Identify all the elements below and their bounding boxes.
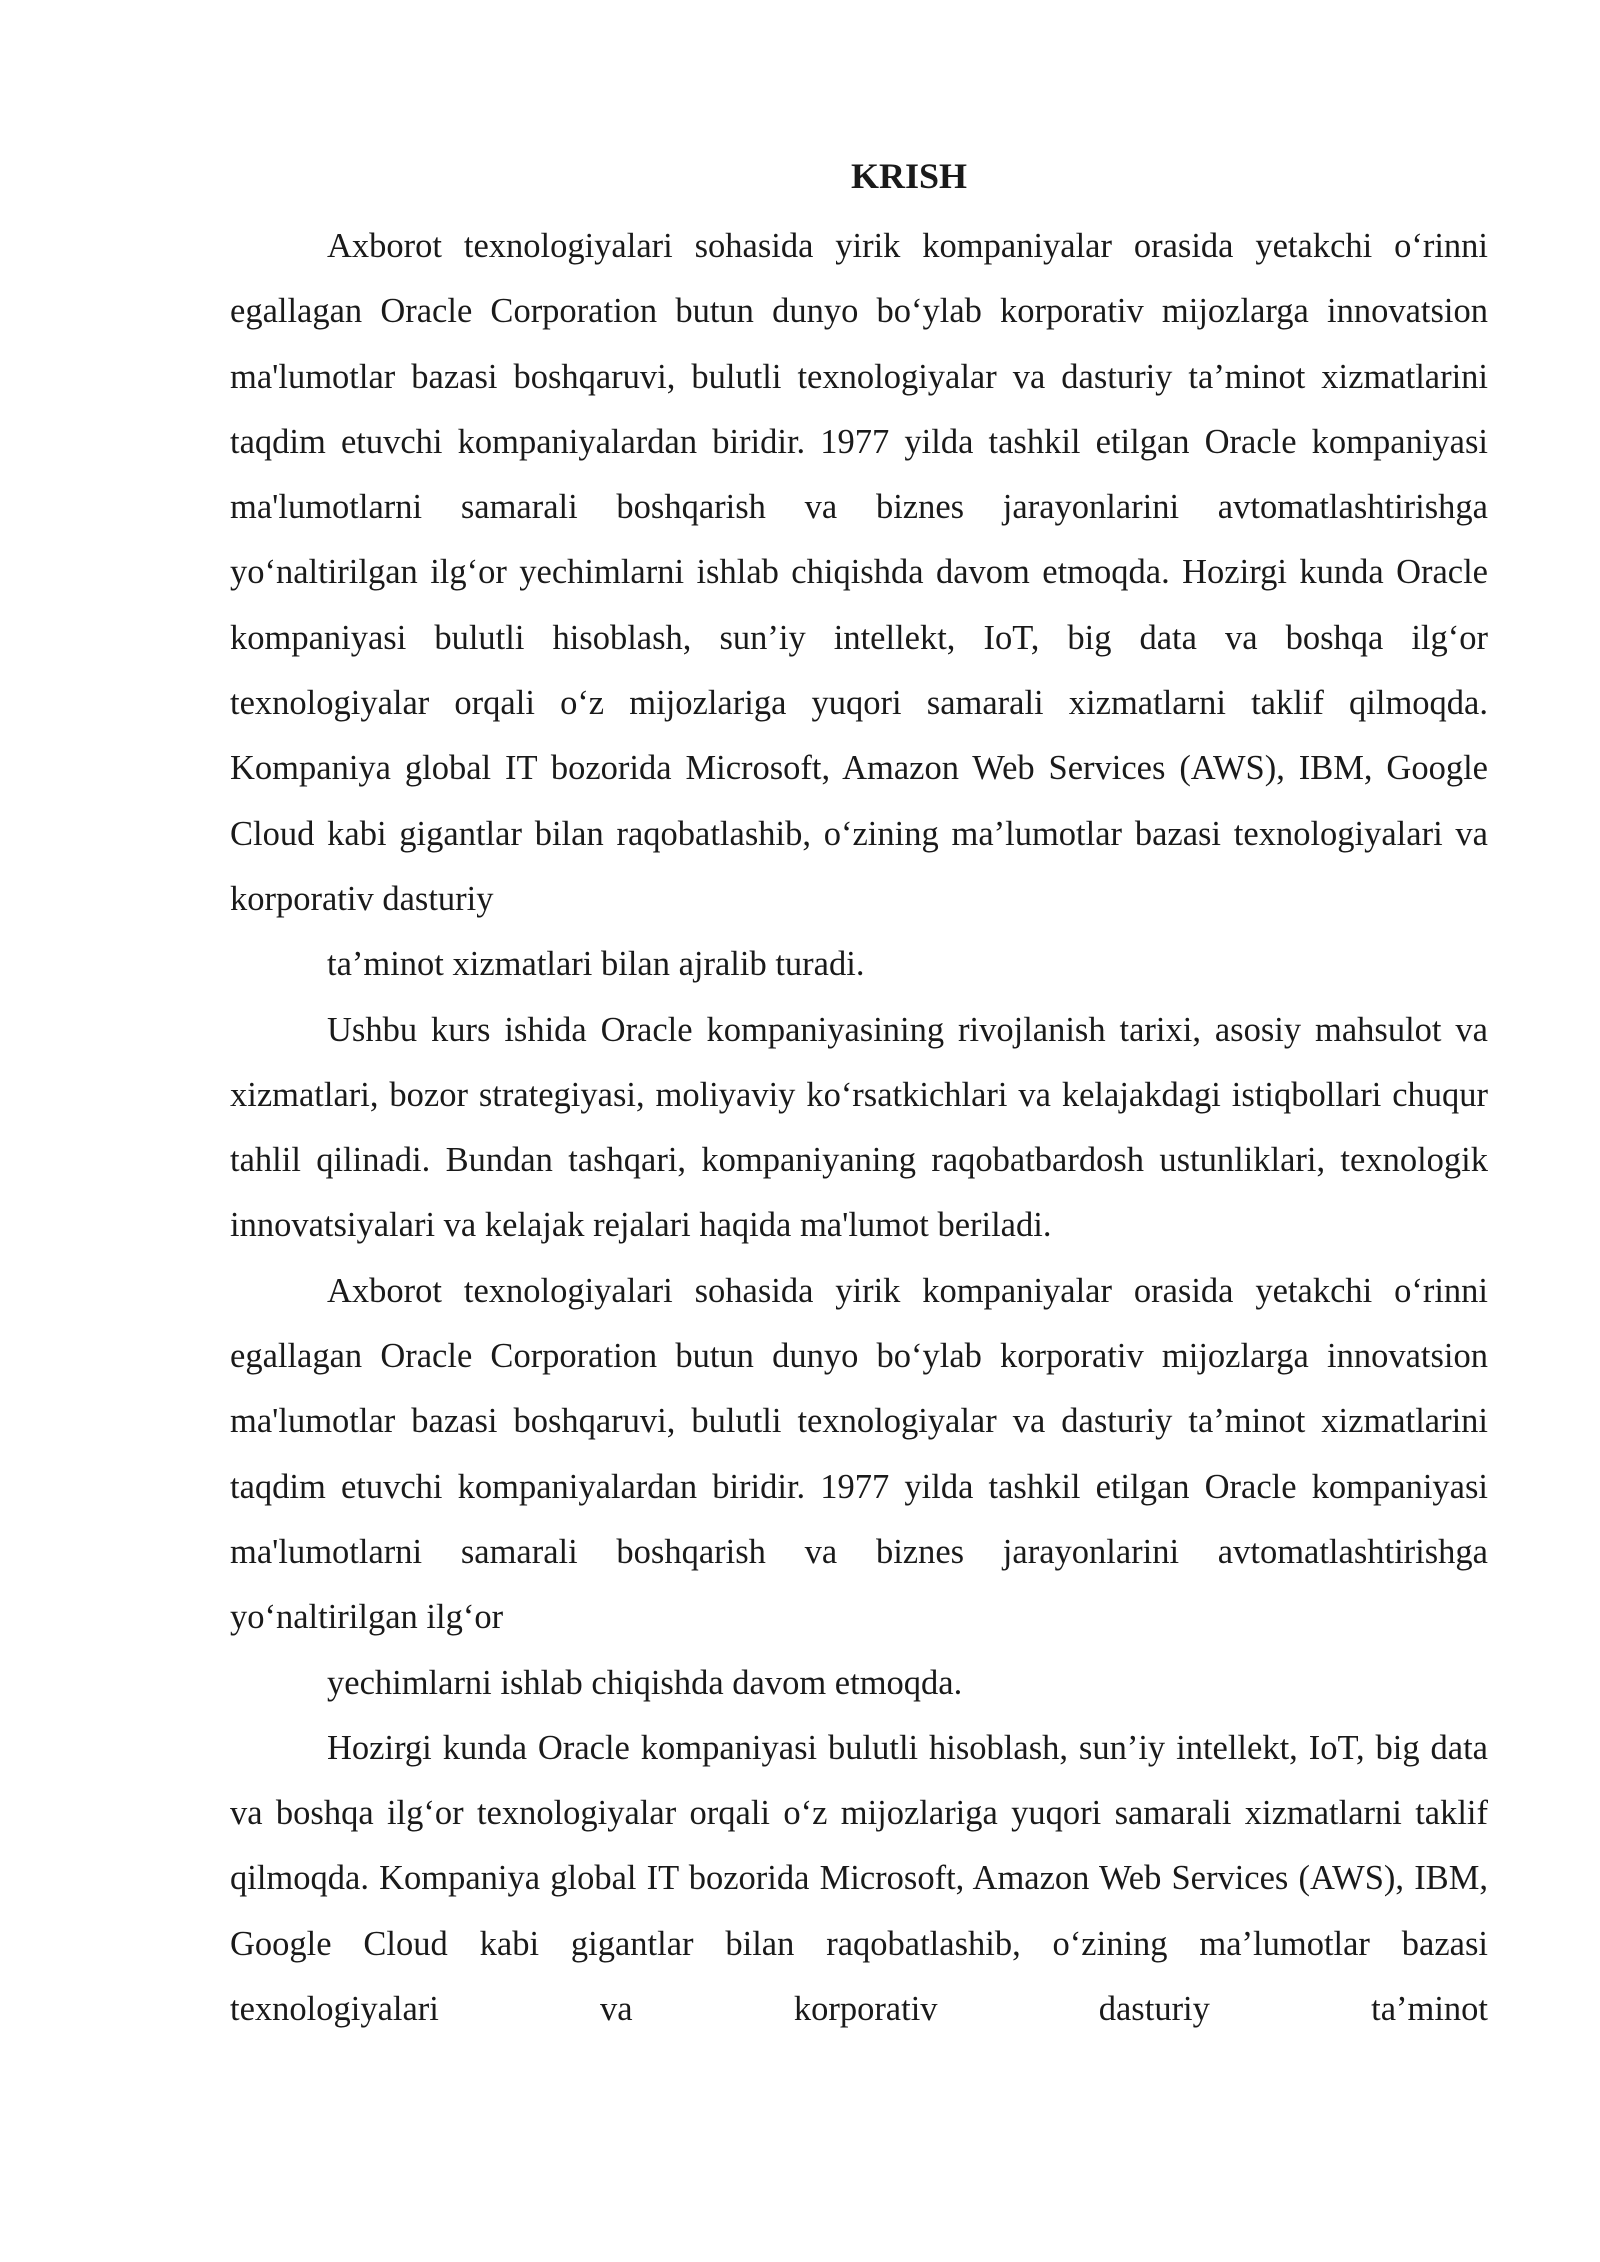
paragraph-intro: Axborot texnologiyalari sohasida yirik kompaniyalar orasida yetakchi o‘rinni egallagan Oracle Corporation butun dunyo bo‘ylab korporativ mijozlarga innovatsion ma'lumotlar bazasi boshqaruvi, bulutli texnologiyalar va dasturiy ta’minot xizmatlarini taqdim etuvchi kompaniyalardan biridir. 1977 yilda tashkil etilgan Oracle kompaniyasi ma'lumotlarni samarali boshqarish va biznes jarayonlarini avtomatlashtirishga yo‘naltirilgan ilg‘or yechimlarni ishlab chiqishda davom etmoqda. Hozirgi kunda Oracle kompaniyasi bulutli hisoblash, sun’iy intellekt, IoT, big data va boshqa ilg‘or texnologiyalar orqali o‘z mijozlariga yuqori samarali xizmatlarni taklif qilmoqda. Kompaniya global IT bozorida Microsoft, Amazon Web Services (AWS), IBM, Google Cloud kabi gigantlar bilan raqobatlashib, o‘zining ma’lumotlar bazasi texnologiyalari va korporativ dasturiy <box>230 227 1488 918</box>
paragraph-course-scope: Ushbu kurs ishida Oracle kompaniyasining rivojlanish tarixi, asosiy mahsulot va xizmatlari, bozor strategiyasi, moliyaviy ko‘rsatkichlari va kelajakdagi istiqbollari chuqur tahlil qilinadi. Bundan tashqari, kompaniyaning raqobatbardosh ustunliklari, texnologik innovatsiyalari va kelajak rejalari haqida ma'lumot beriladi. <box>230 1010 1488 1245</box>
paragraph-current-state: Hozirgi kunda Oracle kompaniyasi bulutli hisoblash, sun’iy intellekt, IoT, big data va boshqa ilg‘or texnologiyalar orqali o‘z mijozlariga yuqori samarali xizmatlarni taklif qilmoqda. Kompaniya global IT bozorida Microsoft, Amazon Web Services (AWS), IBM, Google Cloud kabi gigantlar bilan raqobatlashib, o‘zining ma’lumotlar bazasi texnologiyalari va korporativ dasturiy ta’minot <box>230 1728 1488 2029</box>
paragraph-intro-repeat-continuation: yechimlarni ishlab chiqishda davom etmoqda. <box>327 1663 963 1702</box>
paragraph-intro-continuation: ta’minot xizmatlari bilan ajralib turadi. <box>327 945 865 984</box>
paragraph-intro-repeat: Axborot texnologiyalari sohasida yirik kompaniyalar orasida yetakchi o‘rinni egallagan Oracle Corporation butun dunyo bo‘ylab korporativ mijozlarga innovatsion ma'lumotlar bazasi boshqaruvi, bulutli texnologiyalar va dasturiy ta’minot xizmatlarini taqdim etuvchi kompaniyalardan biridir. 1977 yilda tashkil etilgan Oracle kompaniyasi ma'lumotlarni samarali boshqarish va biznes jarayonlarini avtomatlashtirishga yo‘naltirilgan ilg‘or <box>230 1271 1488 1637</box>
document-page <box>230 150 1488 2042</box>
document-title: KRISH <box>850 156 968 196</box>
